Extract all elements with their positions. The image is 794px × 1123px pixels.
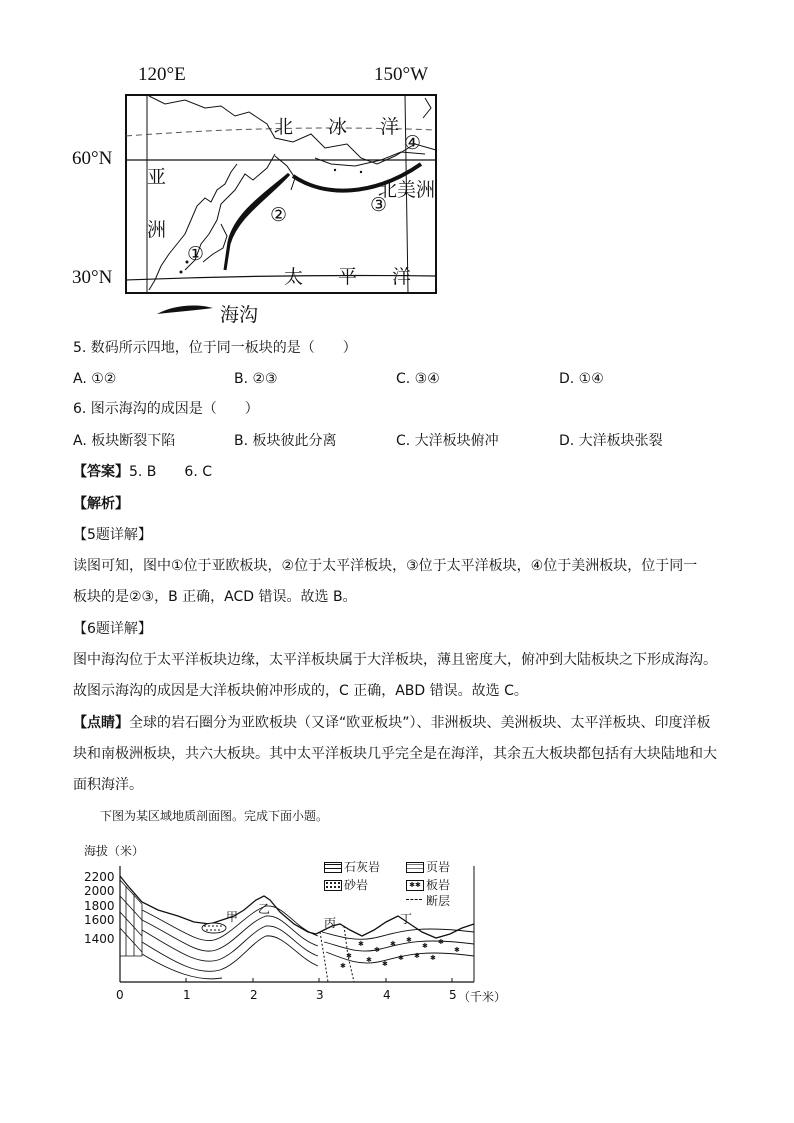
q5-stem: 5. 数码所示四地，位于同一板块的是（ ） xyxy=(73,340,357,356)
svg-text:✱: ✱ xyxy=(358,940,364,948)
xtick-5: 5 xyxy=(449,988,457,1002)
profile-legend xyxy=(324,860,474,912)
q5-option-c: C. ③④ xyxy=(396,371,440,387)
marker-4: ④ xyxy=(404,132,422,154)
tip-line1 xyxy=(73,713,711,733)
q6-option-a: A. 板块断裂下陷 xyxy=(73,433,176,449)
answer-line xyxy=(73,462,212,482)
detail-5-title: 【5题详解】 xyxy=(73,527,152,543)
legend-slate-swatch: ✱✱ xyxy=(406,880,424,891)
svg-text:✱: ✱ xyxy=(390,940,396,948)
answer-tag: 【答案】 xyxy=(73,464,129,480)
svg-text:✱: ✱ xyxy=(374,946,380,954)
marker-3: ③ xyxy=(370,194,388,216)
point-yi: 乙 xyxy=(258,902,271,916)
legend-fault-swatch xyxy=(406,899,422,900)
tip-line3: 面积海洋。 xyxy=(73,777,143,793)
xtick-0: 0 xyxy=(116,988,124,1002)
map-label-zhou: 洲 xyxy=(147,219,167,241)
xtick-2: 2 xyxy=(250,988,258,1002)
map-label-yang1: 洋 xyxy=(380,116,400,138)
x-unit: （千米） xyxy=(458,990,507,1004)
ytick-2200: 2200 xyxy=(84,870,115,884)
profile-ylabel: 海拔（米） xyxy=(84,844,145,858)
lon-150w-label: 150°W xyxy=(374,64,429,85)
svg-text:✱: ✱ xyxy=(438,938,444,946)
map-label-ping: 平 xyxy=(338,266,358,288)
xtick-4: 4 xyxy=(383,988,391,1002)
map-label-bing: 冰 xyxy=(328,116,348,138)
q6-option-c: C. 大洋板块俯冲 xyxy=(396,433,499,449)
map-label-yang2: 洋 xyxy=(392,266,412,288)
intro-profile: 下图为某区域地质剖面图。完成下面小题。 xyxy=(100,809,329,823)
q5-option-d: D. ①④ xyxy=(559,371,604,387)
svg-text:✱: ✱ xyxy=(366,956,372,964)
map-label-ya: 亚 xyxy=(147,166,167,188)
ytick-1800: 1800 xyxy=(84,899,115,913)
legend-sandstone-swatch xyxy=(324,880,342,891)
q5-option-b: B. ②③ xyxy=(234,371,278,387)
tip-tag: 【点睛】 xyxy=(73,715,129,731)
xtick-3: 3 xyxy=(316,988,324,1002)
svg-text:✱: ✱ xyxy=(340,962,346,970)
ytick-1600: 1600 xyxy=(84,913,115,927)
q6-option-d: D. 大洋板块张裂 xyxy=(559,433,663,449)
svg-text:✱: ✱ xyxy=(346,952,352,960)
detail-5-line2: 板块的是②③，B 正确，ACD 错误。故选 B。 xyxy=(73,589,357,605)
legend-fault-label: 断层 xyxy=(426,894,451,908)
point-jia: 甲 xyxy=(226,910,239,924)
marker-1: ① xyxy=(187,243,205,265)
ytick-2000: 2000 xyxy=(84,884,115,898)
lat-30n-label: 30°N xyxy=(72,267,113,288)
q6-option-b: B. 板块彼此分离 xyxy=(234,433,337,449)
svg-text:✱: ✱ xyxy=(398,954,404,962)
svg-text:✱: ✱ xyxy=(406,936,412,944)
legend-limestone-swatch xyxy=(324,862,342,873)
trench-legend-symbol xyxy=(155,302,215,318)
geologic-profile xyxy=(80,838,520,1008)
tip-line2: 块和南极洲板块，共六大板块。其中太平洋板块几乎完全是在海洋，其余五大板块都包括有大块陆地和大 xyxy=(73,746,717,762)
point-bing: 丙 xyxy=(324,916,337,930)
map-label-bei: 北 xyxy=(274,116,294,138)
legend-shale-swatch xyxy=(406,862,424,873)
svg-text:✱: ✱ xyxy=(414,952,420,960)
analysis-tag: 【解析】 xyxy=(73,496,129,512)
svg-text:✱: ✱ xyxy=(430,954,436,962)
trench-legend-label: 海沟 xyxy=(220,304,259,326)
svg-text:✱: ✱ xyxy=(422,942,428,950)
answer-text: 5. B 6. C xyxy=(129,464,212,480)
map-label-tai: 太 xyxy=(284,266,304,288)
tip-line1-text: 全球的岩石圈分为亚欧板块（又译“欧亚板块”）、非洲板块、美洲板块、太平洋板块、印度洋板 xyxy=(129,715,711,731)
svg-text:✱: ✱ xyxy=(382,960,388,968)
detail-6-title: 【6题详解】 xyxy=(73,621,152,637)
q5-option-a: A. ①② xyxy=(73,371,117,387)
map-label-north-america: 北美洲 xyxy=(378,179,436,201)
legend-limestone-label: 石灰岩 xyxy=(344,860,381,874)
detail-5-line1: 读图可知，图中①位于亚欧板块，②位于太平洋板块，③位于太平洋板块，④位于美洲板块，位于同一 xyxy=(73,558,698,574)
ytick-1400: 1400 xyxy=(84,932,115,946)
svg-text:✱: ✱ xyxy=(454,946,460,954)
legend-slate-label: 板岩 xyxy=(426,878,451,892)
detail-6-line2: 故图示海沟的成因是大洋板块俯冲形成的，C 正确，ABD 错误。故选 C。 xyxy=(73,683,528,699)
detail-6-line1: 图中海沟位于太平洋板块边缘，太平洋板块属于大洋板块，薄且密度大，俯冲到大陆板块之下形成海沟。 xyxy=(73,652,717,668)
legend-shale-label: 页岩 xyxy=(426,860,451,874)
q6-stem: 6. 图示海沟的成因是（ ） xyxy=(73,401,259,417)
lon-120e-label: 120°E xyxy=(138,64,186,85)
marker-2: ② xyxy=(270,204,288,226)
lat-60n-label: 60°N xyxy=(72,148,113,169)
map-figure xyxy=(60,60,460,330)
xtick-1: 1 xyxy=(183,988,191,1002)
point-ding: 丁 xyxy=(400,912,413,926)
legend-sandstone-label: 砂岩 xyxy=(344,878,369,892)
